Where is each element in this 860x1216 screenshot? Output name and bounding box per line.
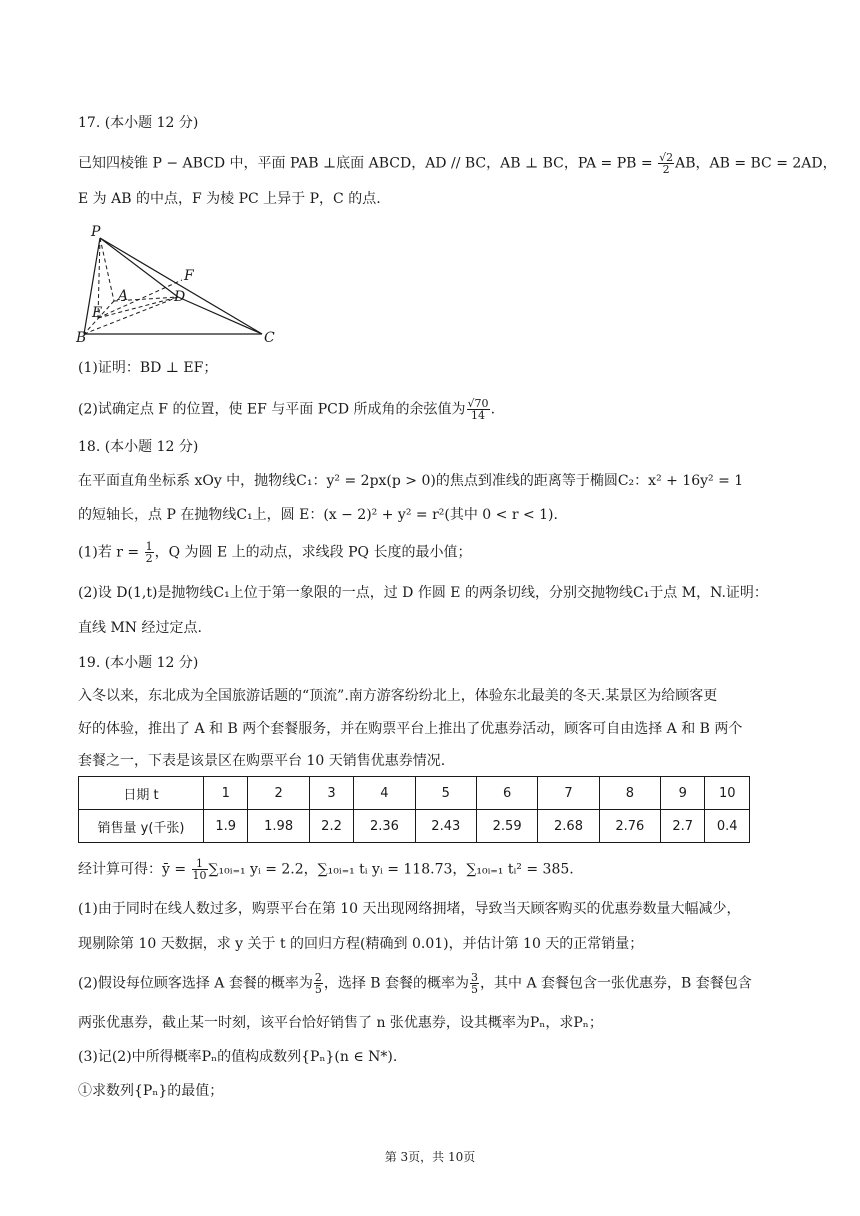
q17-fraction-sqrt70-over-14: $\frac{√70}{14}$ (467, 397, 489, 422)
table-cell-t: 7 (538, 777, 599, 810)
q17-part1: (1)证明：BD ⊥ EF； (78, 360, 218, 376)
table-header-sales: 销售量 y(千张) (79, 810, 204, 843)
q17-stem-1a: 已知四棱锥 P − ABCD 中，平面 PAB ⊥底面 ABCD，AD // BC，AB ⊥ BC，PA = PB = (78, 155, 658, 172)
edge-dc (178, 297, 262, 334)
q19-part1-line-2: 现剔除第 10 天数据，求 y 关于 t 的回归方程(精确到 0.01)，并估计第 10 天的正常销量； (78, 936, 644, 952)
table-cell-t: 2 (248, 777, 309, 810)
table-header-date: 日期 t (79, 777, 204, 810)
edge-pd (100, 238, 178, 297)
q18-stem-line-2: 的短轴长，点 P 在抛物线C₁上，圆 E：(x − 2)² + y² = r²(其中 0 < r < 1). (78, 507, 558, 523)
label-b: B (76, 330, 87, 346)
table-cell-y: 1.9 (204, 810, 248, 843)
table-cell-y: 2.43 (415, 810, 476, 843)
q19-part3-sub1: ①求数列{Pₙ}的最值； (78, 1083, 224, 1099)
q17-stem-1b: AB，AB = BC = 2AD， (675, 155, 837, 172)
label-p: P (91, 224, 101, 240)
table-cell-y: 2.2 (309, 810, 353, 843)
q17-fraction-sqrt2-over-2: $\frac{√2}{2}$ (659, 151, 674, 176)
q18-fraction-half: $\frac{1}{2}$ (145, 540, 153, 565)
sales-table (78, 776, 750, 843)
q18-part2-line-1: (2)设 D(1,t)是抛物线C₁上位于第一象限的一点，过 D 作圆 E 的两条切线，分别交抛物线C₁于点 M，N.证明： (78, 585, 768, 601)
q19-fraction-one-tenth: $\frac{1}{10}$ (192, 857, 207, 882)
table-cell-y: 2.76 (599, 810, 660, 843)
edge-pc (100, 238, 262, 334)
table-cell-t: 9 (661, 777, 705, 810)
q17-stem-line-2: E 为 AB 的中点，F 为棱 PC 上异于 P，C 的点. (78, 191, 381, 207)
table-cell-y: 0.4 (705, 810, 750, 843)
label-e: E (92, 305, 103, 321)
q19-fraction-two-fifths: $\frac{2}{5}$ (314, 971, 322, 996)
q19-part3: (3)记(2)中所得概率Pₙ的值构成数列{Pₙ}(n ∈ N*). (78, 1049, 398, 1065)
q19-stem-line-1: 入冬以来，东北成为全国旅游话题的“顶流”.南方游客纷纷北上，体验东北最美的冬天.某景区为给顾客更 (78, 688, 718, 704)
table-cell-y: 2.36 (354, 810, 415, 843)
table-cell-t: 10 (705, 777, 750, 810)
label-c: C (264, 330, 275, 346)
label-f: F (184, 268, 194, 284)
q19-header: 19. (本小题 12 分) (78, 655, 199, 671)
q19-part2-line-2: 两张优惠券，截止某一时刻，该平台恰好销售了 n 张优惠券，设其概率为Pₙ，求Pₙ； (78, 1015, 603, 1031)
table-cell-t: 6 (476, 777, 537, 810)
table-cell-t: 4 (354, 777, 415, 810)
q17-header: 17. (本小题 12 分) (78, 115, 199, 131)
table-row-date (79, 777, 750, 810)
q19-calc: 经计算可得：ȳ = $\frac{1}{10}$ ∑₁₀ᵢ₌₁ yᵢ = 2.2，∑₁₀ᵢ₌₁ tᵢ yᵢ = 118.73，∑₁₀ᵢ₌₁ tᵢ² = 385. (78, 857, 574, 882)
q19-part2-line-1: (2)假设每位顾客选择 A 套餐的概率为 $\frac{2}{5}$ ，选择 B 套餐的概率为 $\frac{3}{5}$ ，其中 A 套餐包含一张优惠券，B 套餐包含 (78, 971, 752, 996)
table-cell-t: 5 (415, 777, 476, 810)
table-cell-y: 2.68 (538, 810, 599, 843)
label-a: A (118, 288, 129, 304)
table-cell-t: 3 (309, 777, 353, 810)
q19-fraction-three-fifths: $\frac{3}{5}$ (471, 971, 479, 996)
table-cell-y: 1.98 (248, 810, 309, 843)
table-cell-y: 2.59 (476, 810, 537, 843)
table-cell-t: 1 (204, 777, 248, 810)
q18-header: 18. (本小题 12 分) (78, 439, 199, 455)
q19-stem-line-3: 套餐之一，下表是该景区在购票平台 10 天销售优惠券情况. (78, 753, 446, 769)
q19-stem-line-2: 好的体验，推出了 A 和 B 两个套餐服务，并在购票平台上推出了优惠券活动，顾客可自由选择 A 和 B 两个 (78, 721, 743, 737)
table-cell-t: 8 (599, 777, 660, 810)
table-row-sales (79, 810, 750, 843)
q18-part1: (1)若 r = $\frac{1}{2}$ ，Q 为圆 E 上的动点，求线段 PQ 长度的最小值； (78, 540, 472, 565)
q18-part2-line-2: 直线 MN 经过定点. (78, 620, 202, 636)
pyramid-figure (74, 222, 284, 346)
q19-part1-line-1: (1)由于同时在线人数过多，购票平台在第 10 天出现网络拥堵，导致当天顾客购买的优惠券数量大幅减少， (78, 901, 741, 917)
page-footer: 第 3页，共 10页 (384, 1150, 476, 1164)
table-cell-y: 2.7 (661, 810, 705, 843)
q17-stem-line-1 (78, 151, 837, 176)
q18-stem-line-1: 在平面直角坐标系 xOy 中，抛物线C₁：y² = 2px(p > 0)的焦点到准线的距离等于椭圆C₂：x² + 16y² = 1 (78, 473, 744, 489)
label-d: D (174, 289, 186, 305)
q17-part2: (2)试确定点 F 的位置，使 EF 与平面 PCD 所成角的余弦值为 $\frac{√70}{14}$ . (78, 397, 496, 422)
